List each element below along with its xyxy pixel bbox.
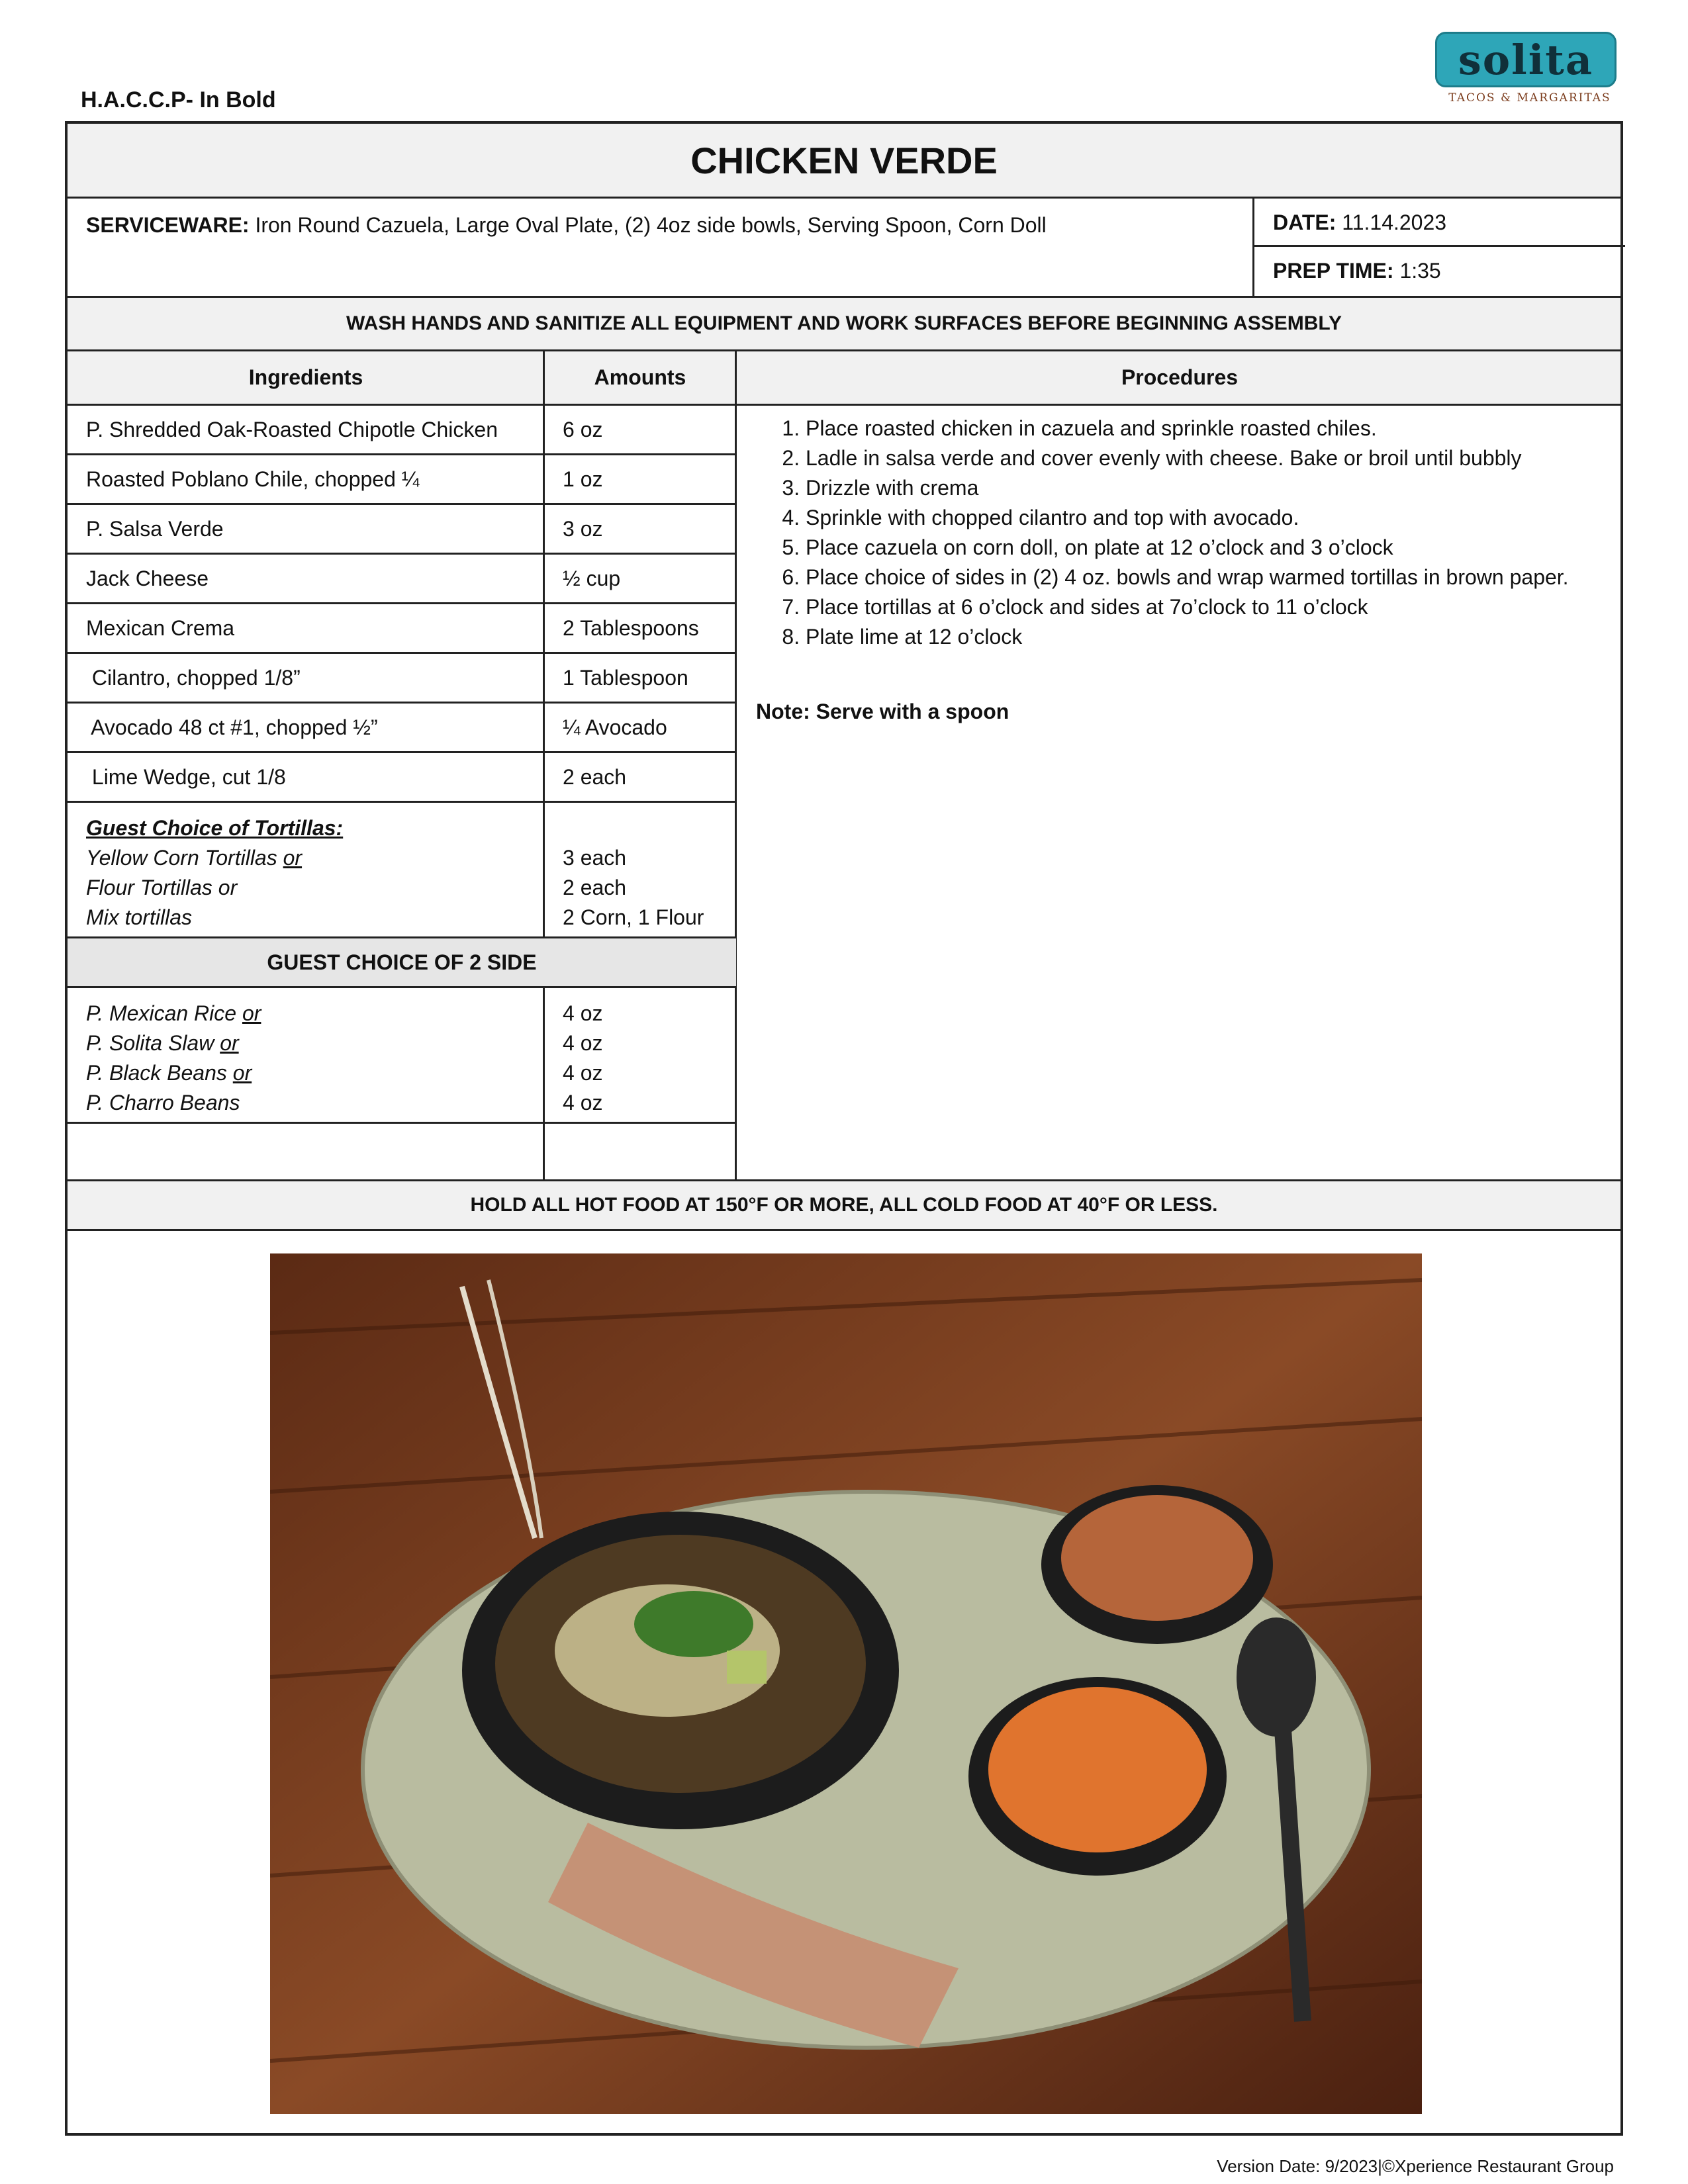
mexican-rice (988, 1687, 1207, 1852)
side-option: P. Black Beans or (86, 1061, 252, 1085)
procedures (756, 414, 1610, 727)
version-footer: Version Date: 9/2023|©Xperience Restaurant Group (1217, 2156, 1614, 2176)
date: DATE: 11.14.2023 (1254, 199, 1625, 247)
avocado (727, 1651, 767, 1684)
ingredient-amount: 6 oz (563, 418, 603, 441)
procedure-step: 5. Place cazuela on corn doll, on plate at 12 o’clock and 3 o’clock (806, 533, 1610, 563)
haccp-label: H.A.C.C.P- In Bold (81, 87, 276, 113)
meta-column (1252, 199, 1625, 296)
procedure-step: 6. Place choice of sides in (2) 4 oz. bowls and wrap warmed tortillas in brown paper. (806, 563, 1610, 592)
procedure-step: 1. Place roasted chicken in cazuela and sprinkle roasted chiles. (806, 414, 1610, 443)
ingredient-row (68, 455, 736, 505)
tortilla-amount: 2 Corn, 1 Flour (563, 905, 704, 929)
ingredient-name: Lime Wedge, cut 1/8 (86, 765, 286, 789)
tortilla-choice (68, 803, 736, 938)
ingredient-row (68, 753, 736, 803)
side-choice (68, 988, 736, 1124)
side-option: P. Mexican Rice or (86, 1001, 261, 1025)
procedure-step: 7. Place tortillas at 6 o’clock and sides at 7o’clock to 11 o’clock (806, 592, 1610, 622)
ingredient-amount: 2 each (563, 765, 627, 789)
ingredient-row (68, 704, 736, 753)
side-amount: 4 oz (563, 1091, 603, 1115)
side-amount: 4 oz (563, 1031, 603, 1055)
recipe-card (65, 121, 1623, 2136)
tortilla-amount: 2 each (563, 876, 627, 899)
ingredient-amount: ¼ Avocado (563, 715, 667, 739)
procedure-step: 2. Ladle in salsa verde and cover evenly with cheese. Bake or broil until bubbly (806, 443, 1610, 473)
logo-tagline: TACOS & MARGARITAS (1448, 91, 1611, 105)
serving-spoon (1237, 1617, 1316, 1737)
ingredient-name: P. Salsa Verde (86, 517, 224, 541)
procedure-step: 3. Drizzle with crema (806, 473, 1610, 503)
tortilla-option: Yellow Corn Tortillas or (86, 846, 303, 870)
amounts-header: Amounts (594, 365, 686, 389)
procedure-step: 4. Sprinkle with chopped cilantro and top with avocado. (806, 503, 1610, 533)
dish-photo (270, 1253, 1422, 2114)
side-amount: 4 oz (563, 1061, 603, 1085)
side-amount: 4 oz (563, 1001, 603, 1025)
side-option: P. Charro Beans (86, 1091, 240, 1115)
column-headers (68, 351, 1620, 406)
ingredient-amount: 1 Tablespoon (563, 666, 688, 690)
recipe-title: CHICKEN VERDE (68, 124, 1620, 199)
tortilla-heading: Guest Choice of Tortillas: (86, 816, 344, 840)
tortilla-option: Mix tortillas (86, 905, 193, 929)
serviceware: SERVICEWARE: Iron Round Cazuela, Large Oval Plate, (2) 4oz side bowls, Serving Spoon, Corn Doll (86, 213, 1047, 237)
tortilla-amount: 3 each (563, 846, 627, 870)
solita-logo (1435, 32, 1624, 116)
ingredient-name: Avocado 48 ct #1, chopped ½” (86, 715, 378, 739)
procedures-header: Procedures (1121, 365, 1239, 389)
ingredient-row (68, 555, 736, 604)
serviceware-row (68, 199, 1620, 298)
charro-beans (1061, 1495, 1253, 1621)
side-option: P. Solita Slaw or (86, 1031, 239, 1055)
logo-wordmark: solita (1435, 32, 1617, 87)
ingredient-amount: ½ cup (563, 567, 621, 590)
wash-notice: WASH HANDS AND SANITIZE ALL EQUIPMENT AND WORK SURFACES BEFORE BEGINNING ASSEMBLY (68, 298, 1620, 351)
serving-note: Note: Serve with a spoon (756, 700, 1009, 723)
ingredient-name: Cilantro, chopped 1/8” (86, 666, 301, 690)
hold-notice: HOLD ALL HOT FOOD AT 150°F OR MORE, ALL COLD FOOD AT 40°F OR LESS. (68, 1179, 1620, 1231)
sides-heading-row (68, 938, 736, 988)
ingredient-amount: 3 oz (563, 517, 603, 541)
ingredient-row (68, 406, 736, 455)
ingredient-name: Roasted Poblano Chile, chopped ¼ (86, 467, 420, 491)
cilantro (634, 1591, 753, 1657)
prep-time: PREP TIME: 1:35 (1273, 259, 1441, 283)
tortilla-option: Flour Tortillas or (86, 876, 238, 899)
ingredient-name: P. Shredded Oak-Roasted Chipotle Chicken (86, 418, 498, 441)
ingredients-header: Ingredients (248, 365, 363, 389)
ingredient-amount: 2 Tablespoons (563, 616, 699, 640)
procedure-list (756, 414, 1610, 652)
ingredient-name: Mexican Crema (86, 616, 235, 640)
procedure-step: 8. Plate lime at 12 o’clock (806, 622, 1610, 652)
ingredient-row (68, 654, 736, 704)
ingredient-name: Jack Cheese (86, 567, 209, 590)
ingredient-row (68, 505, 736, 555)
ingredient-amount: 1 oz (563, 467, 603, 491)
ingredient-row (68, 604, 736, 654)
sides-heading: GUEST CHOICE OF 2 SIDE (267, 950, 537, 974)
